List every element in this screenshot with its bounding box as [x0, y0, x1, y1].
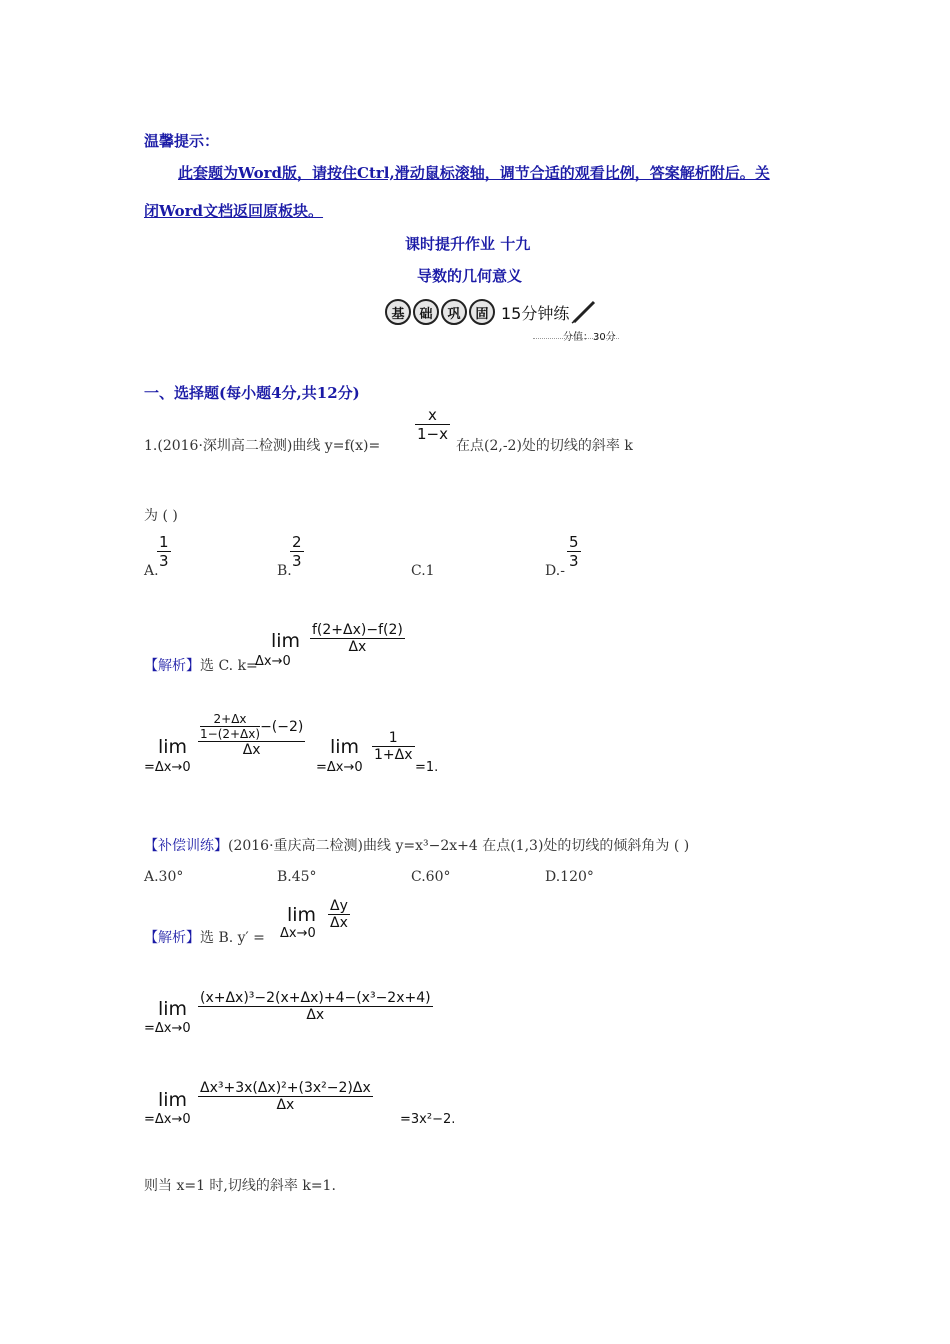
q1-option-d-label — [545, 563, 565, 579]
section-heading: 一、选择题(每小题4分,共12分) — [144, 384, 360, 402]
sol1-lim2: lim — [158, 736, 188, 758]
sol1-frac — [310, 622, 405, 655]
lim-sub: Δx→0 — [154, 1112, 191, 1127]
extra-option-c: C.60° — [411, 869, 451, 885]
sol2-lim1: lim — [287, 904, 317, 926]
sol2-num3: Δx³+3x(Δx)²+(3x²−2)Δx — [200, 1080, 371, 1096]
sol2-text — [144, 927, 265, 947]
eq-sign: = — [144, 1112, 155, 1127]
inner-tail: −(−2) — [260, 718, 304, 735]
q1-suffix: 在点(2,-2)处的切线的斜率 k — [456, 438, 633, 454]
inner-frac — [200, 712, 260, 741]
eq-sign: = — [144, 1021, 155, 1036]
score-label: 分值：30分 — [563, 332, 616, 343]
compound-num — [198, 712, 305, 741]
sol1-lim2-sub — [144, 760, 191, 775]
sol1-tag: 【解析】 — [144, 658, 200, 674]
sol2-frac1 — [328, 898, 350, 931]
sol2-lim1-sub: Δx→0 — [280, 926, 316, 941]
option-den: 3 — [292, 552, 302, 570]
lim-sub: Δx→0 — [154, 760, 191, 775]
sol2-lim2: lim — [158, 998, 188, 1020]
q1-option-a-label: A. — [144, 563, 159, 579]
sol1-result: =1. — [415, 760, 439, 775]
option-num: 5 — [569, 533, 579, 551]
banner-text: 15分钟练 — [501, 303, 570, 323]
banner-char-3: 巩 — [441, 299, 467, 325]
score-underline — [533, 338, 619, 339]
sol2-num2: (x+Δx)³−2(x+Δx)+4−(x³−2x+4) — [200, 990, 431, 1006]
sol1-lim-sub: Δx→0 — [255, 654, 291, 669]
sol2-den2: Δx — [306, 1007, 325, 1023]
option-den: 3 — [159, 552, 169, 570]
option-c-value: 1 — [425, 563, 435, 579]
q1-line2: 为 ( ) — [144, 508, 178, 524]
compound-den: Δx — [242, 742, 261, 758]
eq-sign: = — [144, 760, 155, 775]
sol1-frac2 — [372, 730, 415, 763]
q1-fraction — [415, 406, 450, 443]
tip-title: 温馨提示： — [144, 132, 220, 150]
sol2-lim3-sub — [144, 1112, 191, 1127]
option-d-label: D. — [545, 563, 561, 579]
sol2-frac3 — [198, 1080, 373, 1113]
lim-sub: Δx→0 — [154, 1021, 191, 1036]
tip-link-line1[interactable]: 此套题为Word版，请按住Ctrl,滑动鼠标滚轴，调节合适的观看比例，答案解析附后。关 — [178, 164, 770, 182]
sol2-lim2-sub — [144, 1021, 191, 1036]
option-num: 1 — [159, 533, 169, 551]
q1-option-a-frac — [157, 533, 171, 570]
sol1-compound-frac — [198, 712, 305, 758]
banner-char-4: 固 — [469, 299, 495, 325]
q1-frac-num: x — [428, 406, 437, 424]
extra-tag: 【补偿训练】 — [144, 838, 228, 854]
extra-option-d: D.120° — [545, 869, 594, 885]
sol1-den: Δx — [348, 639, 367, 655]
option-c-label: C. — [411, 563, 426, 579]
q1-option-c — [411, 563, 435, 579]
sol2-frac2 — [198, 990, 433, 1023]
q1-prefix: 1.(2016·深圳高二检测)曲线 y=f(x)= — [144, 438, 381, 454]
sol2-conclusion: 则当 x=1 时,切线的斜率 k=1. — [144, 1178, 336, 1194]
sol2-den3: Δx — [276, 1097, 295, 1113]
option-d-sign: - — [560, 563, 565, 579]
sol1-num2: 1 — [388, 730, 398, 746]
basic-drill-banner — [385, 298, 597, 326]
tip-link-line2[interactable]: 闭Word文档返回原板块。 — [144, 202, 324, 220]
sol1-den2: 1+Δx — [374, 747, 413, 763]
q1-frac-den: 1−x — [417, 425, 448, 443]
extra-option-b: B.45° — [277, 869, 317, 885]
inner-den: 1−(2+Δx) — [200, 727, 261, 741]
sol1-lim: lim — [271, 630, 301, 652]
q1-option-b-label: B. — [277, 563, 292, 579]
sol1-lim3-sub — [316, 760, 363, 775]
lim-sub: Δx→0 — [326, 760, 363, 775]
eq-sign: = — [316, 760, 327, 775]
sol2-lim3: lim — [158, 1089, 188, 1111]
extra-option-a: A.30° — [144, 869, 184, 885]
q1-option-d-frac — [567, 533, 581, 570]
pen-icon — [571, 300, 597, 324]
sol2-result: =3x²−2. — [400, 1112, 456, 1127]
sol2-tag: 【解析】 — [144, 930, 200, 946]
inner-num: 2+Δx — [213, 712, 247, 726]
sol1-choice: 选 C. k= — [200, 658, 258, 674]
option-num: 2 — [292, 533, 302, 551]
banner-char-1: 基 — [385, 299, 411, 325]
sol2-den1: Δx — [330, 915, 348, 931]
page-title: 课时提升作业 十九 — [405, 235, 531, 253]
sol1-num: f(2+Δx)−f(2) — [312, 622, 403, 638]
sol1-lim3: lim — [330, 736, 360, 758]
q1-option-b-frac — [290, 533, 304, 570]
page-subtitle: 导数的几何意义 — [417, 267, 523, 285]
extra-question — [144, 835, 689, 855]
sol1-text — [144, 655, 258, 675]
extra-text: (2016·重庆高二检测)曲线 y=x³−2x+4 在点(1,3)处的切线的倾斜角为 ( ) — [228, 838, 690, 854]
sol2-num1: Δy — [330, 898, 348, 914]
sol2-choice: 选 B. y′ = — [200, 930, 265, 946]
banner-char-2: 础 — [413, 299, 439, 325]
option-den: 3 — [569, 552, 579, 570]
